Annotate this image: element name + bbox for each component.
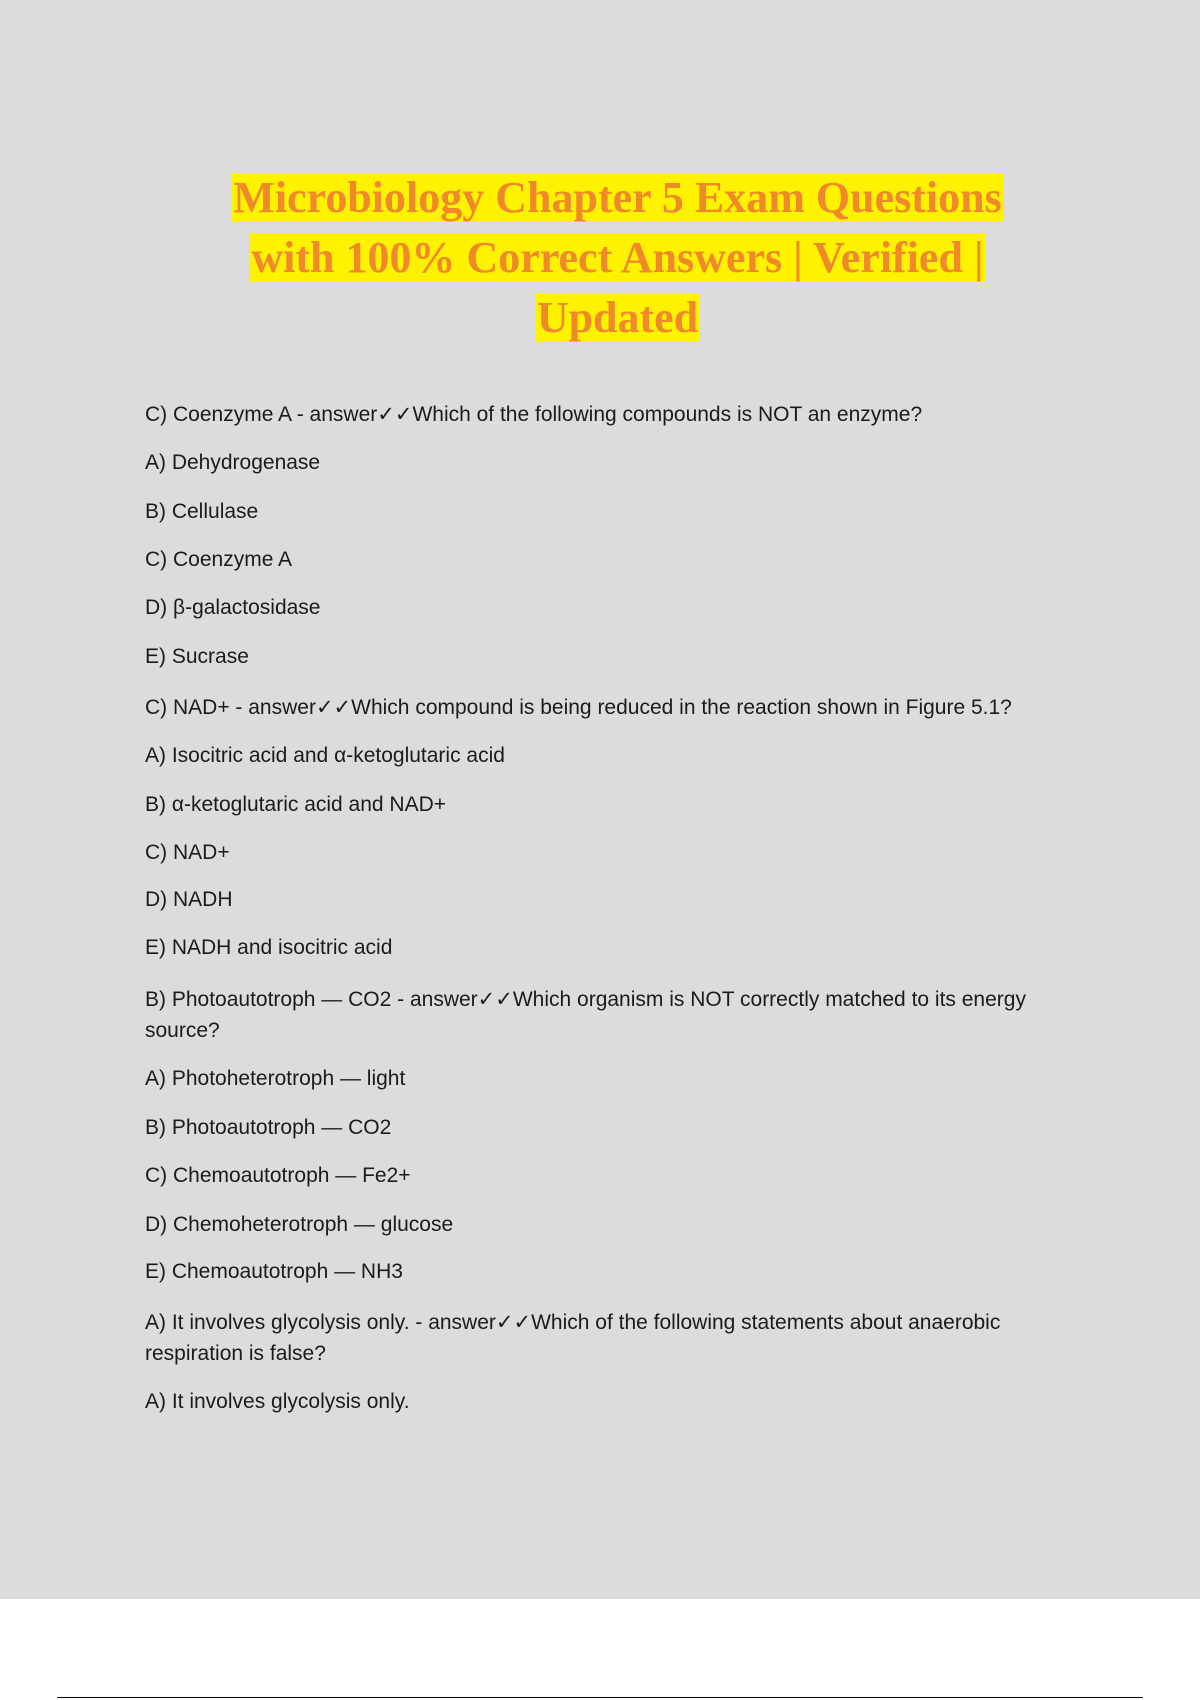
question-answer-line: B) Photoautotroph — CO2 - answer✓✓Which organism is NOT correctly matched to its energy source? xyxy=(145,988,1026,1042)
option-line: C) NAD+ xyxy=(145,841,230,864)
option-line: B) α-ketoglutaric acid and NAD+ xyxy=(145,793,447,816)
title-line: with 100% Correct Answers | Verified | xyxy=(251,233,984,282)
option-line: B) Cellulase xyxy=(145,500,259,523)
option-line: C) Coenzyme A xyxy=(145,548,293,571)
footer-rule xyxy=(57,1697,1143,1698)
question-answer-line: A) It involves glycolysis only. - answer✓✓Which of the following statements about anaerobic respiration is false? xyxy=(145,1311,1001,1365)
option-line: A) It involves glycolysis only. xyxy=(145,1390,410,1413)
option-line: D) NADH xyxy=(145,888,233,911)
option-line: C) Chemoautotroph — Fe2+ xyxy=(145,1164,411,1187)
document-body xyxy=(145,0,1085,1599)
option-line: D) Chemoheterotroph — glucose xyxy=(145,1213,454,1236)
option-line: A) Isocitric acid and α-ketoglutaric acid xyxy=(145,744,505,767)
option-line: B) Photoautotroph — CO2 xyxy=(145,1116,392,1139)
title-line: Microbiology Chapter 5 Exam Questions xyxy=(233,173,1002,222)
title-line: Updated xyxy=(536,293,699,342)
option-line: E) Sucrase xyxy=(145,645,249,668)
option-line: E) NADH and isocitric acid xyxy=(145,936,393,959)
question-answer-line: C) NAD+ - answer✓✓Which compound is being reduced in the reaction shown in Figure 5.1? xyxy=(145,696,1012,719)
option-line: E) Chemoautotroph — NH3 xyxy=(145,1260,403,1283)
option-line: A) Dehydrogenase xyxy=(145,451,321,474)
question-answer-line: C) Coenzyme A - answer✓✓Which of the following compounds is NOT an enzyme? xyxy=(145,403,923,426)
option-line: D) β-galactosidase xyxy=(145,596,321,619)
option-line: A) Photoheterotroph — light xyxy=(145,1067,406,1090)
